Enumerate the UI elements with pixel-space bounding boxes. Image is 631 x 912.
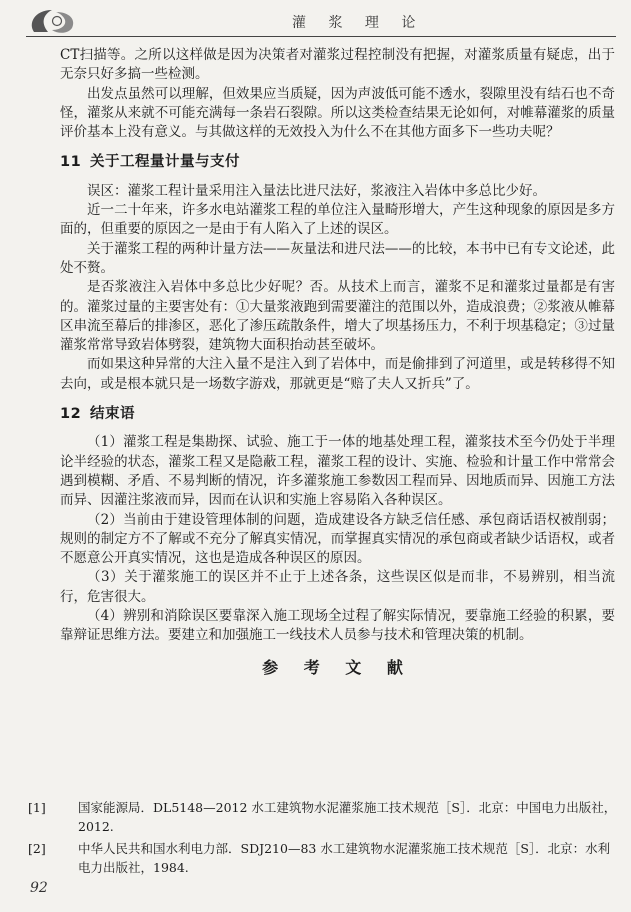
paragraph-check-results: 出发点虽然可以理解，但效果应当质疑，因为声波低可能不透水，裂隙里没有结石也不奇怪，灌浆从来就不可能充满每一条岩石裂隙。所以这类检查结果无论如何，对帷幕灌浆的质量评价基本上没有意义。与其做这样的无效投入为什么不在其他方面多下一些功夫呢？: [60, 85, 615, 141]
reference-item: [28, 798, 618, 836]
page-number: 92: [30, 880, 48, 896]
paragraph: 而如果这种异常的大注入量不是注入到了岩体中，而是偷排到了河道里，或是转移得不知去向，或是根本就只是一场数字游戏，那就更是“赔了夫人又折兵”了。: [60, 356, 615, 392]
header-rule: [26, 36, 616, 37]
section-heading-12: [60, 405, 615, 424]
section-title: 关于工程量计量与支付: [90, 154, 240, 171]
paragraph: 近一二十年来，许多水电站灌浆工程的单位注入量畸形增大，产生这种现象的原因是多方面的，但重要的原因之一是由于有人陷入了上述的误区。: [60, 202, 615, 238]
paragraph: （2）当前由于建设管理体制的问题，造成建设各方缺乏信任感、承包商话语权被削弱；规则的制定方不了解或不充分了解真实情况，而掌握真实情况的承包商或者缺少话语权，或者不愿意公开真实情况，这也是造成各种误区的原因。: [60, 511, 615, 567]
section-number: 11: [60, 154, 82, 171]
paragraph: （4）辨别和消除误区要靠深入施工现场全过程了解实际情况，要靠施工经验的积累，要靠辩证思维方法。要建立和加强施工一线技术人员参与技术和管理决策的机制。: [60, 608, 615, 644]
section-heading-11: [60, 153, 615, 172]
reference-number: [2]: [28, 841, 46, 856]
paragraph: （1）灌浆工程是集勘探、试验、施工于一体的地基处理工程，灌浆技术至今仍处于半理论半经验的状态，灌浆工程又是隐蔽工程，灌浆工程的设计、实施、检验和计量工作中常常会遇到模糊、矛盾、不易判断的情况，许多灌浆施工参数因工程而异、因地质而异、因施工方法而异、因灌注浆液而异，因而在认识和实施上容易陷入各种误区。: [60, 434, 615, 509]
reference-text: 中华人民共和国水利电力部．SDJ210—83 水工建筑物水泥灌浆施工技术规范［S］．北京：水利电力出版社，1984.: [78, 841, 611, 875]
body-text: [60, 46, 615, 685]
publisher-logo-icon: [26, 6, 86, 36]
running-title: 灌 浆 理 论: [292, 15, 425, 31]
paragraph: 关于灌浆工程的两种计量方法——灰量法和进尺法——的比较，本书中已有专文论述，此处不赘。: [60, 240, 615, 276]
paragraph: 是否浆液注入岩体中多总比少好呢？否。从技术上而言，灌浆不足和灌浆过量都是有害的。灌浆过量的主要害处有：①大量浆液跑到需要灌注的范围以外，造成浪费；②浆液从帷幕区串流至幕后的排渗区，恶化了渗压疏散条件，增大了坝基扬压力，不利于坝基稳定；③过量灌浆常常导致岩体劈裂，建筑物大面积抬动甚至破坏。: [60, 279, 615, 354]
reference-text: 国家能源局．DL5148—2012 水工建筑物水泥灌浆施工技术规范［S］．北京：中国电力出版社，2012.: [78, 800, 617, 834]
section-number: 12: [60, 406, 82, 423]
reference-number: [1]: [28, 800, 46, 815]
paragraph: 误区：灌浆工程计量采用注入量法比进尺法好，浆液注入岩体中多总比少好。: [87, 182, 546, 199]
references-list: [28, 798, 618, 880]
reference-item: [28, 839, 618, 877]
paragraph-ct-scan: CT扫描等。之所以这样做是因为决策者对灌浆过程控制没有把握，对灌浆质量有疑虑，出于无奈只好多搞一些检测。: [60, 47, 615, 83]
section-title: 结束语: [90, 406, 135, 423]
running-header: [0, 0, 631, 40]
paragraph: （3）关于灌浆施工的误区并不止于上述各条，这些误区似是而非，不易辨别，相当流行，危害很大。: [60, 569, 615, 605]
references-heading: 参 考 文 献: [262, 657, 413, 677]
